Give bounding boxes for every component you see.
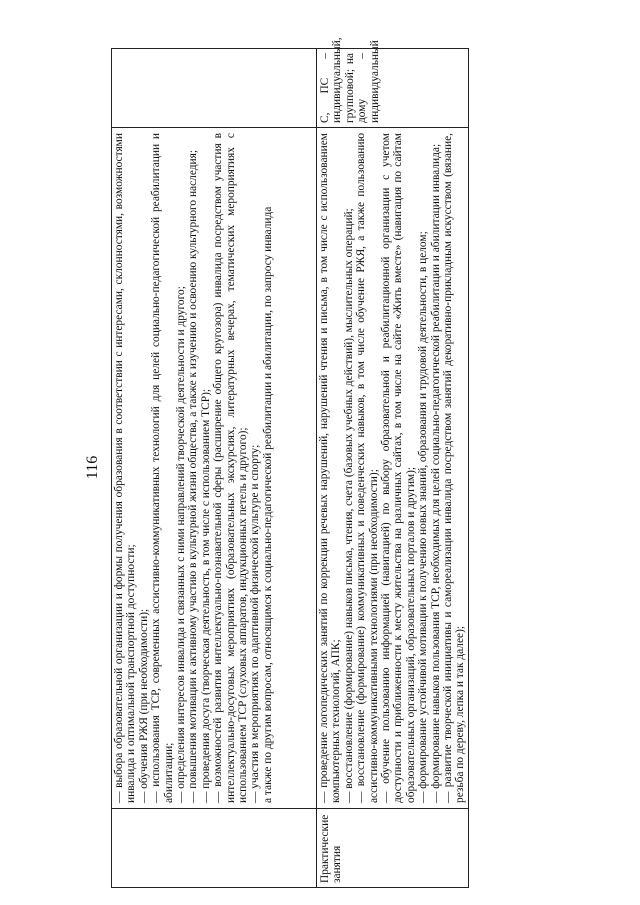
list-item: — проведение логопедических занятий по коррекции речевых нарушений, нарушений чтения и письма, в том числе с использованием компьютерных технологий, АПК; (318, 133, 343, 803)
rotated-landscape-page (72, 35, 589, 900)
list-item: — выбора образовательной организации и формы получения образования в соответствии с интересами, склонностями, возможностями инвалида и оптимальной транспортной доступности; (113, 133, 138, 803)
list-item: — использования ТСР, современных ассистивно-коммуникативных технологий для целей социально-педагогической реабилитации и абилитации; (150, 133, 175, 803)
row2-type-cell: Практические занятия (317, 809, 469, 888)
page-number: 116 (84, 455, 101, 480)
table-row (112, 49, 317, 888)
list-item: — обучение пользованию информацией (навигацией) по выбору образовательной и реабилитационной организации с учетом доступности и приближенности к месту жительства на различных сайтах, в том числе на сайте «Жить вместе» (навигация по сайтам образовательных организаций, образовательных порталов и другим); (380, 133, 417, 803)
list-item: — формирование устойчивой мотивации к получению новых знаний, образования и трудовой деятельности, в целом; (417, 231, 430, 803)
list-item: — формирование навыков пользования ТСР, необходимых для целей социально-педагогической реабилитации и абилитации инвалида; (429, 143, 442, 803)
list-item: — развитие творческой инициативы и самореализации инвалида посредством занятий декоративно-прикладным искусством (вязание, резьба по дереву, лепка и так далее); (442, 133, 467, 803)
list-item: — определения интересов инвалида и связанных с ними направлений творческой деятельности и другого; (175, 286, 188, 803)
list-item: — проведения досуга (творческая деятельность, в том числе с использованием ТСР); (199, 388, 212, 803)
list-item: — повышения мотивации к активному участию в культурной жизни общества, а также к изучению и освоению культурного наследия; (187, 149, 200, 803)
rehabilitation-table (111, 37, 469, 888)
table-row (317, 49, 469, 888)
row2-content-cell (317, 128, 469, 809)
list-item: — восстановление (формирование) навыков письма, чтения, счета (базовых учебных действий), мыслительных операций; (342, 208, 355, 803)
row1-content-cell (112, 128, 317, 809)
list-item: — обучения РЖЯ (при необходимости); (137, 608, 150, 803)
list-item: — восстановление (формирование) коммуникативных и поведенческих навыков, в том числе обучение РЖЯ, а также пользованию ассистивно-коммуникативными технологиями (при необходимости); (355, 133, 380, 803)
row1-type-cell (112, 809, 317, 888)
list-item: — участия в мероприятиях по адаптивной физической культуре и спорту; (249, 444, 262, 803)
list-item: — возможностей развития интеллектуально-познавательной сферы (расширение общего кругозора) инвалида посредством участия в интеллектуально-досуговых мероприятиях (образовательных экскурсиях, литературных вечерах, тематических мероприятиях с использованием ТСР (слуховых аппаратов, индукционных петель и другого); (212, 133, 250, 803)
row1-form-cell (112, 49, 317, 128)
list-item: а также по другим вопросам, относящимся к социально-педагогической реабилитации и абилитации, по запросу инвалида (261, 206, 274, 803)
row2-form-cell: С, ПС – индивидуальный, групповой; на дому – индивидуальный (317, 49, 469, 128)
